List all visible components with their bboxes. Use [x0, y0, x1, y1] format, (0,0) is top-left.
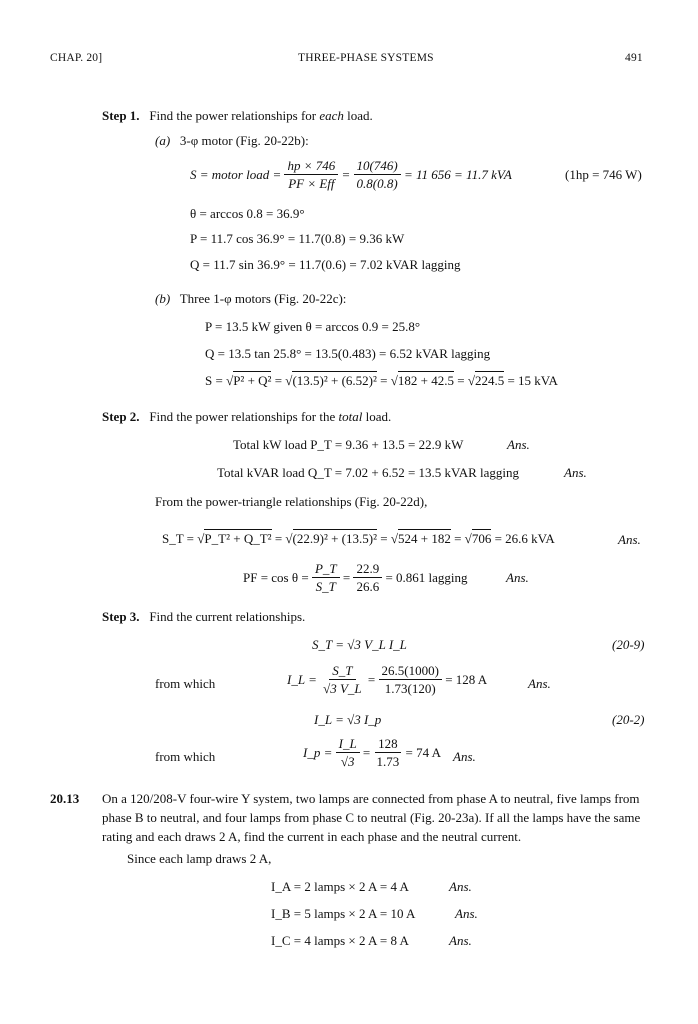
part-a-text: 3-φ motor (Fig. 20-22b):	[179, 133, 309, 148]
st-root-2: (22.9)² + (13.5)²	[292, 531, 377, 546]
s-fraction-1	[284, 158, 338, 191]
il-den: √3 V_L	[323, 681, 362, 696]
ip-lhs: I_p =	[303, 744, 333, 760]
st-eq-1: =	[271, 531, 286, 546]
il-num: S_T	[329, 663, 355, 680]
eq-ref-20-2: (20-2)	[612, 712, 645, 727]
s-frac2-den: 0.8(0.8)	[356, 176, 398, 191]
il-fraction-1	[320, 663, 365, 696]
step2-text-b: load.	[362, 409, 392, 424]
s-result: = 11 656 = 11.7 kVA	[403, 166, 512, 182]
il-ip-equation: I_L = √3 I_p	[314, 712, 382, 727]
ic-equation: I_C = 4 lamps × 2 A = 8 A	[271, 933, 409, 948]
part-b-text: Three 1-φ motors (Fig. 20-22c):	[179, 291, 347, 306]
chapter-label: CHAP. 20]	[50, 52, 103, 64]
pf-fraction-2	[353, 561, 382, 594]
ip-den: √3	[340, 754, 355, 769]
il-end: = 128 A	[445, 671, 488, 687]
ia-equation: I_A = 2 lamps × 2 A = 4 A	[271, 879, 409, 894]
b-s-lhs: S =	[205, 373, 227, 388]
pf-ans: Ans.	[506, 570, 529, 585]
il-lhs: I_L =	[287, 671, 317, 687]
step2-heading	[102, 409, 391, 425]
ib-equation: I_B = 5 lamps × 2 A = 10 A	[271, 906, 416, 921]
st-root-3: 524 + 182	[397, 531, 451, 546]
ia-ans: Ans.	[449, 879, 472, 894]
total-kw-ans: Ans.	[507, 437, 530, 452]
step1-part-b	[155, 291, 346, 307]
pf-end: = 0.861 lagging	[385, 569, 468, 585]
il-fraction-2	[379, 663, 442, 696]
s-fraction-2	[354, 158, 401, 191]
st-ans: Ans.	[618, 532, 641, 547]
total-kvar-equation: Total kVAR load Q_T = 7.02 + 6.52 = 13.5 kVAR lagging	[217, 465, 520, 480]
s-frac2-num: 10(746)	[354, 158, 401, 175]
ic-ans: Ans.	[449, 933, 472, 948]
il-den2: 1.73(120)	[384, 681, 436, 696]
step1-heading	[102, 108, 373, 124]
step1-text-em: each	[319, 108, 344, 123]
pf-equation	[243, 561, 468, 594]
ip-num: I_L	[336, 736, 360, 753]
st-lhs: S_T =	[162, 531, 198, 546]
st-vl-equation: S_T = √3 V_L I_L	[312, 637, 407, 652]
st-eq-2: =	[377, 531, 391, 546]
eq-ref-20-9: (20-9)	[612, 637, 645, 652]
ip-equation	[303, 736, 441, 769]
power-triangle-text: From the power-triangle relationships (Fig. 20-22d),	[155, 494, 428, 509]
s-frac1-den: PF × Eff	[288, 176, 335, 191]
s-lhs: S = motor load =	[190, 166, 282, 182]
motor-load-equation	[190, 158, 512, 191]
b-s-equation: S = √P² + Q² = √(13.5)² + (6.52)² = √182 + 42.5 = √224.5 = 15 kVA	[205, 373, 558, 388]
problem-number: 20.13	[50, 791, 80, 806]
b-s-root-1: P² + Q²	[233, 373, 272, 388]
ip-fraction-1	[336, 736, 360, 769]
step2-text-em: total	[338, 409, 363, 424]
pf-fraction-1	[312, 561, 340, 594]
b-s-eq-2: =	[376, 373, 391, 388]
since-text: Since each lamp draws 2 A,	[127, 851, 272, 866]
st-equation: S_T = √P_T² + Q_T² = √(22.9)² + (13.5)² = √524 + 182 = √706 = 26.6 kVA	[162, 531, 555, 546]
pf-num2: 22.9	[353, 561, 382, 578]
st-root-1: P_T² + Q_T²	[204, 531, 272, 546]
s-frac1-num: hp × 746	[284, 158, 338, 175]
il-num2: 26.5(1000)	[379, 663, 442, 680]
step1-part-a	[155, 133, 309, 149]
step2-text-a: Find the power relationships for the	[149, 409, 339, 424]
il-ans: Ans.	[528, 676, 551, 691]
step3-heading	[102, 609, 305, 625]
hp-note: (1hp = 746 W)	[565, 167, 642, 182]
page-number: 491	[625, 52, 643, 64]
ip-fraction-2	[374, 736, 403, 769]
b-s-root-3: 182 + 42.5	[397, 373, 454, 388]
running-title: THREE-PHASE SYSTEMS	[298, 52, 434, 64]
pf-den: S_T	[315, 579, 336, 594]
s-eq: =	[341, 166, 351, 182]
p-equation: P = 11.7 cos 36.9° = 11.7(0.8) = 9.36 kW	[190, 231, 405, 246]
ip-end: = 74 A	[405, 744, 442, 760]
st-end: = 26.6 kVA	[491, 531, 555, 546]
ip-num2: 128	[375, 736, 401, 753]
total-kvar-ans: Ans.	[564, 465, 587, 480]
step3-text: Find the current relationships.	[149, 609, 306, 624]
st-eq-3: =	[450, 531, 465, 546]
q-equation: Q = 11.7 sin 36.9° = 11.7(0.6) = 7.02 kVAR lagging	[190, 257, 461, 272]
ip-eq: =	[362, 744, 371, 760]
b-s-eq-1: =	[271, 373, 286, 388]
pf-lhs: PF = cos θ =	[243, 569, 309, 585]
ib-ans: Ans.	[455, 906, 478, 921]
b-q-equation: Q = 13.5 tan 25.8° = 13.5(0.483) = 6.52 kVAR lagging	[205, 346, 491, 361]
step1-text-b: load.	[343, 108, 373, 123]
theta-equation: θ = arccos 0.8 = 36.9°	[190, 206, 305, 221]
pf-den2: 26.6	[356, 579, 380, 594]
ip-den2: 1.73	[376, 754, 400, 769]
b-s-root-2: (13.5)² + (6.52)²	[292, 373, 377, 388]
st-root-4: 706	[471, 531, 492, 546]
ip-ans: Ans.	[453, 749, 476, 764]
problem-statement: On a 120/208-V four-wire Y system, two lamps are connected from phase A to neutral, five lamps from phase B to neutral, and four lamps from phase C to neutral (Fig. 20-23a). If all the lamps have the same rating and each draws 2 A, find the current in each phase and the neutral current.	[102, 791, 641, 844]
b-p-equation: P = 13.5 kW given θ = arccos 0.9 = 25.8°	[205, 319, 421, 334]
from-which-1: from which	[155, 676, 216, 691]
il-equation	[287, 663, 487, 696]
part-b-label: (b)	[155, 291, 171, 306]
b-s-root-4: 224.5	[474, 373, 505, 388]
b-s-end: = 15 kVA	[504, 373, 558, 388]
step3-label: Step 3.	[102, 609, 140, 624]
pf-eq: =	[342, 569, 351, 585]
step2-label: Step 2.	[102, 409, 140, 424]
total-kw-equation: Total kW load P_T = 9.36 + 13.5 = 22.9 kW	[233, 437, 464, 452]
il-eq: =	[367, 671, 376, 687]
from-which-2: from which	[155, 749, 216, 764]
step1-text-a: Find the power relationships for	[149, 108, 320, 123]
step1-label: Step 1.	[102, 108, 140, 123]
b-s-eq-3: =	[453, 373, 468, 388]
pf-num: P_T	[312, 561, 340, 578]
part-a-label: (a)	[155, 133, 171, 148]
